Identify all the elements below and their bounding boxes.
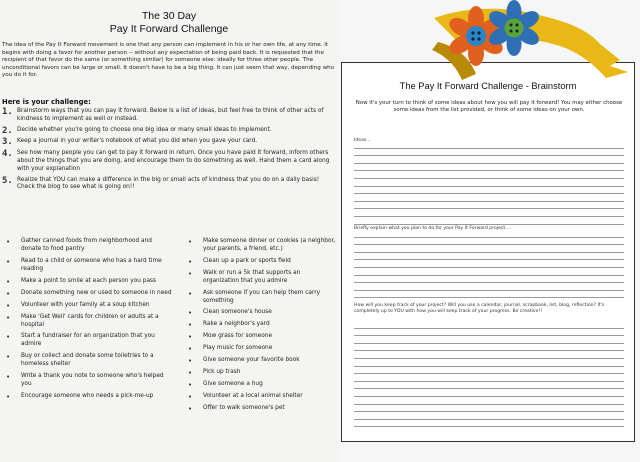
writing-line bbox=[354, 367, 624, 375]
writing-line bbox=[354, 283, 624, 291]
plan-label: Briefly explain what you plan to do for your Pay It Forward project.... bbox=[354, 226, 512, 231]
writing-line bbox=[354, 260, 624, 268]
step-number: 3. bbox=[2, 137, 13, 148]
bullet-icon: • bbox=[188, 381, 193, 390]
writing-line bbox=[354, 245, 624, 253]
idea-item bbox=[186, 345, 336, 353]
idea-item bbox=[4, 302, 172, 310]
writing-line bbox=[354, 276, 624, 284]
idea-text: Give someone your favorite book bbox=[203, 357, 300, 364]
idea-item bbox=[4, 290, 172, 298]
writing-line bbox=[354, 329, 624, 337]
bullet-icon: • bbox=[188, 257, 193, 266]
writing-line bbox=[354, 291, 624, 299]
step-number: 5. bbox=[2, 175, 13, 186]
writing-line bbox=[354, 344, 624, 352]
step-text: Brainstorm ways that you can pay it forward. Below is a list of ideas, but feel free to think of other acts of kindness to implement as well or instead. bbox=[17, 108, 324, 122]
step-item bbox=[2, 127, 336, 136]
idea-text: Make 'Get Well' cards for children or adults at a hospital bbox=[21, 313, 159, 328]
writing-line bbox=[354, 217, 624, 225]
idea-text: Gather canned foods from neighborhood and donate to food pantry bbox=[21, 238, 152, 252]
idea-item bbox=[186, 369, 336, 377]
idea-text: Write a thank you note to someone who's helped you bbox=[21, 373, 164, 387]
bullet-icon: • bbox=[6, 373, 11, 382]
idea-item bbox=[186, 381, 336, 389]
writing-line bbox=[354, 321, 624, 329]
idea-text: Start a fundraiser for an organization that you admire bbox=[21, 333, 155, 348]
ideas-label: Ideas... bbox=[354, 138, 371, 143]
step-item bbox=[2, 150, 336, 174]
idea-item bbox=[186, 238, 336, 254]
bullet-icon: • bbox=[188, 333, 193, 342]
writing-line bbox=[354, 209, 624, 217]
writing-line bbox=[354, 374, 624, 382]
writing-line bbox=[354, 389, 624, 397]
track-writing-lines bbox=[354, 321, 624, 427]
challenge-heading: Here is your challenge: bbox=[2, 98, 91, 106]
writing-line bbox=[354, 149, 624, 157]
writing-line bbox=[354, 382, 624, 390]
bullet-icon: • bbox=[6, 277, 11, 286]
writing-line bbox=[354, 202, 624, 210]
idea-text: Ask someone if you can help them carry something bbox=[203, 289, 321, 304]
writing-line bbox=[354, 412, 624, 420]
idea-text: Offer to walk someone's pet bbox=[203, 405, 285, 412]
step-text: Keep a journal in your writer's notebook of what you did when you gave your card. bbox=[17, 138, 258, 145]
idea-text: Donate something new or used to someone in need bbox=[21, 289, 172, 296]
idea-item bbox=[186, 258, 336, 266]
ideas-writing-lines bbox=[354, 141, 624, 225]
idea-item bbox=[186, 290, 336, 306]
idea-item bbox=[186, 405, 336, 413]
worksheet-title: The Pay It Forward Challenge - Brainstorm bbox=[399, 81, 577, 91]
bullet-icon: • bbox=[188, 345, 193, 354]
idea-item bbox=[4, 238, 172, 254]
idea-text: Mow grass for someone bbox=[203, 333, 273, 340]
writing-line bbox=[354, 171, 624, 179]
writing-line bbox=[354, 359, 624, 367]
idea-item bbox=[186, 270, 336, 286]
step-item bbox=[2, 177, 336, 193]
idea-text: Volunteer at a local animal shelter bbox=[203, 393, 303, 400]
step-number: 1. bbox=[2, 107, 13, 117]
step-item bbox=[2, 108, 336, 124]
bullet-icon: • bbox=[188, 357, 193, 366]
writing-line bbox=[354, 420, 624, 428]
idea-text: Buy or collect and donate some toiletries to a homeless shelter bbox=[21, 353, 154, 368]
idea-text: Volunteer with your family at a soup kitchen bbox=[21, 301, 150, 308]
bullet-icon: • bbox=[6, 301, 11, 310]
worksheet-intro: Now it's your turn to think of some ideas about how you will pay it forward! You may either choose some ideas from the list provided, or think of some ideas on your own. bbox=[355, 100, 623, 114]
writing-line bbox=[354, 230, 624, 238]
step-item bbox=[2, 138, 336, 147]
writing-line bbox=[354, 268, 624, 276]
bullet-icon: • bbox=[188, 321, 193, 330]
idea-text: Encourage someone who needs a pick-me-up bbox=[21, 392, 154, 399]
right-page bbox=[338, 0, 640, 462]
bullet-icon: • bbox=[6, 257, 11, 266]
idea-text: Give someone a hug bbox=[203, 381, 263, 388]
bullet-icon: • bbox=[188, 289, 193, 298]
idea-text: Clean up a park or sports field bbox=[203, 257, 291, 264]
writing-line bbox=[354, 156, 624, 164]
step-text: Decide whether you're going to choose one big idea or many small ideas to implement. bbox=[17, 126, 272, 133]
page-title-line1: The 30 Day bbox=[141, 10, 197, 22]
intro-paragraph: The idea of the Pay It Forward movement is one that any person can implement in his or her own life, at any time. It begins with doing a favor for another person -- without any expectation of being paid back. It is requested that the recipient of that favor do the same (or something similar) for someone else: ideally for three other people. The unconditional favors can be large or small. It doesn't have to be a big thing. It can just seem that way, depending who you do it for. bbox=[2, 42, 335, 79]
idea-item bbox=[186, 309, 336, 317]
writing-line bbox=[354, 351, 624, 359]
idea-text: Read to a child or someone who has a hard time reading bbox=[21, 257, 162, 272]
brainstorm-worksheet bbox=[341, 62, 635, 442]
steps-list bbox=[2, 108, 336, 195]
step-number: 2. bbox=[2, 125, 13, 136]
bullet-icon: • bbox=[6, 353, 11, 362]
idea-item bbox=[186, 333, 336, 341]
plan-writing-lines bbox=[354, 230, 624, 298]
idea-text: Make someone dinner or cookies (a neighbor, your parents, a friend, etc.) bbox=[203, 238, 336, 252]
writing-line bbox=[354, 194, 624, 202]
idea-text: Clean someone's house bbox=[203, 309, 272, 316]
idea-item bbox=[186, 357, 336, 365]
idea-item bbox=[4, 333, 172, 349]
step-text: See how many people you can get to pay it forward in return. Once you have paid it forward, inform others about the things that you are doing, and encourage them to do something as well. Hand them a card along with your explanation bbox=[17, 149, 330, 172]
writing-line bbox=[354, 164, 624, 172]
writing-line bbox=[354, 238, 624, 246]
bullet-icon: • bbox=[6, 313, 11, 322]
bullet-icon: • bbox=[188, 238, 193, 246]
bullet-icon: • bbox=[188, 393, 193, 402]
idea-item bbox=[4, 393, 172, 401]
idea-text: Walk or run a 5k that supports an organization that you admire bbox=[203, 269, 301, 284]
idea-item bbox=[4, 278, 172, 286]
idea-text: Play music for someone bbox=[203, 345, 273, 352]
idea-item bbox=[4, 373, 172, 389]
bullet-icon: • bbox=[6, 333, 11, 342]
bullet-icon: • bbox=[188, 309, 193, 318]
track-label: How will you keep track of your project? Will you use a calendar, journal, scrapbook, list, blog, reflection? It's completely up to YOU with how you will keep track of your progress. Be creative!! bbox=[354, 303, 605, 314]
step-number: 4. bbox=[2, 148, 13, 159]
idea-text: Rake a neighbor's yard bbox=[203, 321, 270, 328]
ideas-list-right bbox=[186, 238, 336, 417]
writing-line bbox=[354, 253, 624, 261]
writing-line bbox=[354, 397, 624, 405]
ideas-list-left bbox=[4, 238, 172, 405]
idea-item bbox=[4, 353, 172, 369]
writing-line bbox=[354, 405, 624, 413]
bullet-icon: • bbox=[6, 238, 11, 246]
bullet-icon: • bbox=[6, 392, 11, 401]
idea-item bbox=[186, 321, 336, 329]
idea-item bbox=[186, 393, 336, 401]
writing-line bbox=[354, 336, 624, 344]
page-title-line2: Pay It Forward Challenge bbox=[109, 23, 229, 35]
idea-item bbox=[4, 314, 172, 330]
idea-text: Make a point to smile at each person you pass bbox=[21, 277, 157, 284]
bullet-icon: • bbox=[188, 405, 193, 414]
bullet-icon: • bbox=[188, 369, 193, 378]
writing-line bbox=[354, 179, 624, 187]
bullet-icon: • bbox=[188, 269, 193, 278]
step-text: Realize that YOU can make a difference in the big or small acts of kindness that you do on a daily basis! Check the blog to see what is going on!! bbox=[17, 176, 320, 191]
bullet-icon: • bbox=[6, 289, 11, 298]
writing-line bbox=[354, 187, 624, 195]
idea-item bbox=[4, 258, 172, 274]
idea-text: Pick up trash bbox=[203, 369, 241, 376]
